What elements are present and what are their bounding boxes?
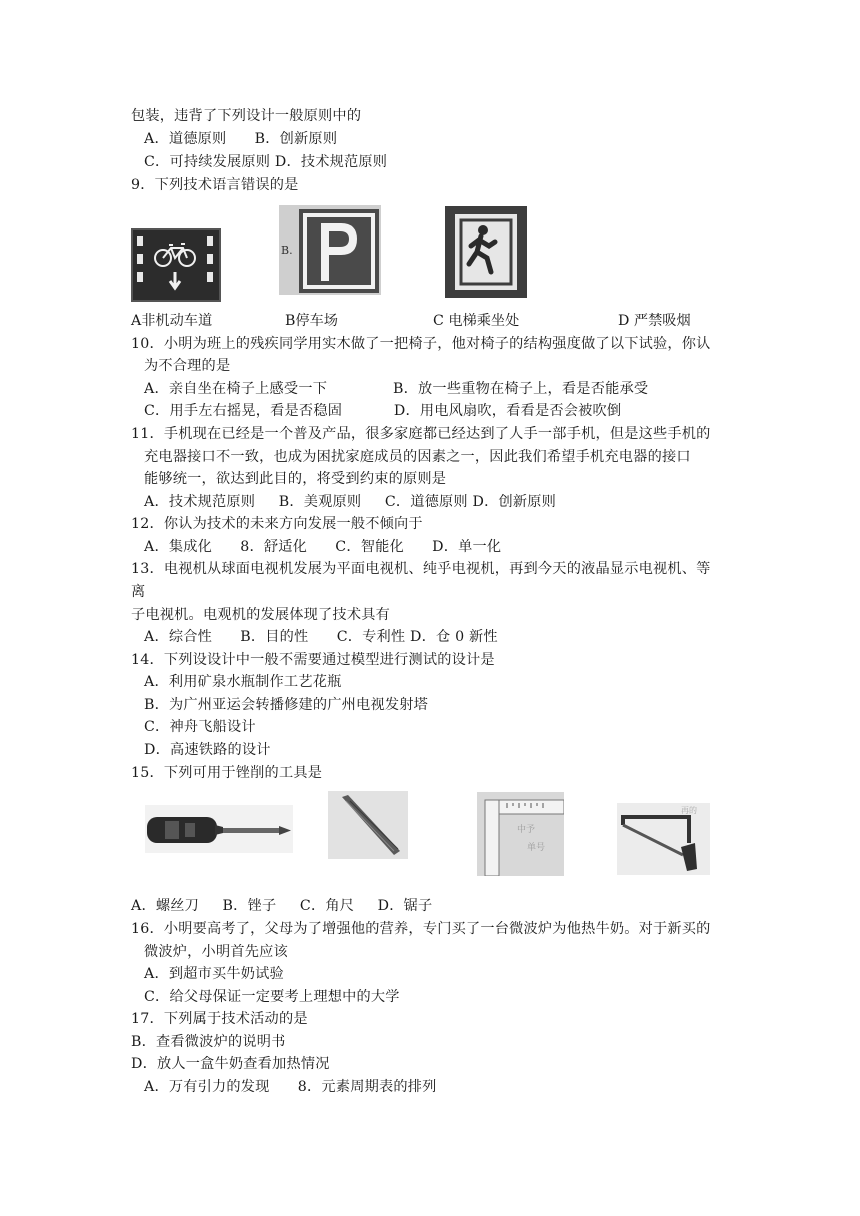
option-line: D．高速铁路的设计	[144, 742, 271, 758]
option-line: A．道德原则 B．创新原则	[144, 131, 338, 147]
option-line: C．用手左右摇晃，看是否稳固 D．用电风扇吹，看看是否会被吹倒	[144, 403, 622, 419]
option-line: A．螺丝刀 B．锉子 C．角尺 D．锯子	[131, 898, 433, 914]
option-line: A．综合性 B．目的性 C．专利性 D．仓 0 新性	[144, 629, 498, 645]
text-line: 离	[131, 584, 146, 600]
parking-sign	[279, 205, 381, 295]
option-line: C．神舟飞船设计	[144, 719, 256, 735]
svg-text:单号: 单号	[527, 843, 546, 853]
text-line: 包装，违背了下列设计一般原则中的	[131, 108, 362, 124]
text-line: 能够统一，欲达到此目的，将受到约束的原则是	[144, 471, 447, 487]
text-line: 微波炉，小明首先应该	[144, 944, 288, 960]
option-line: A．到超市买牛奶试验	[144, 966, 284, 982]
exit-sign	[445, 206, 527, 298]
svg-text:中予: 中予	[517, 825, 536, 835]
question-10: 10．小明为班上的残疾同学用实木做了一把椅子，他对椅子的结构强度做了以下试验，你认	[131, 336, 711, 352]
question-12: 12．你认为技术的未来方向发展一般不倾向于	[131, 516, 423, 532]
option-line: C．给父母保证一定要考上理想中的大学	[144, 989, 400, 1005]
option-line: A．利用矿泉水瓶制作工艺花瓶	[144, 674, 342, 690]
text-line: 充电器接口不一致，也成为困扰家庭成员的因素之一，因此我们希望手机充电器的接口	[144, 449, 691, 465]
sign-d-caption: D 严禁吸烟	[618, 313, 691, 329]
screwdriver-icon	[145, 805, 293, 853]
option-line: A．集成化 8．舒适化 C．智能化 D．单一化	[144, 539, 502, 555]
question-17: 17．下列属于技术活动的是	[131, 1011, 308, 1027]
sign-a-caption: A非机动车道	[131, 313, 213, 329]
option-line: C．可持续发展原则 D．技术规范原则	[144, 154, 388, 170]
question-13: 13．电视机从球面电视机发展为平面电视机、纯乎电视机，再到今天的液晶显示电视机、等	[131, 561, 711, 577]
option-line: D．放人一盒牛奶查看加热情况	[131, 1056, 330, 1072]
text-line: 为不合理的是	[144, 358, 231, 374]
file-tool-icon	[328, 791, 408, 859]
option-line: A．亲自坐在椅子上感受一下 B．放一些重物在椅子上，看是否能承受	[144, 381, 649, 397]
option-line: A．技术规范原则 B．美观原则 C．道德原则 D．创新原则	[144, 494, 557, 510]
sign-b-label: B.	[281, 244, 293, 257]
option-line: A．万有引力的发现 8．元素周期表的排列	[144, 1079, 437, 1095]
option-line: B．为广州亚运会转播修建的广州电视发射塔	[144, 697, 428, 713]
sign-b-caption: B停车场	[285, 313, 338, 329]
sign-c-caption: C 电梯乘坐处	[433, 313, 520, 329]
question-16: 16．小明要高考了，父母为了增强他的营养，专门买了一台微波炉为他热牛奶。对于新买的	[131, 921, 711, 937]
question-9: 9．下列技术语言错误的是	[131, 177, 299, 193]
text-line: 子电视机。电观机的发展体现了技术具有	[131, 607, 390, 623]
option-line: B．查看微波炉的说明书	[131, 1034, 286, 1050]
question-14: 14．下列设设计中一般不需要通过模型进行测试的设计是	[131, 652, 495, 668]
hacksaw-icon	[617, 803, 710, 875]
svg-text:再的: 再的	[681, 806, 697, 815]
question-11: 11．手机现在已经是一个普及产品，很多家庭都已经达到了人手一部手机，但是这些手机的	[131, 426, 711, 442]
square-ruler-icon	[477, 792, 564, 876]
question-15: 15．下列可用于锉削的工具是	[131, 765, 323, 781]
bike-lane-sign	[131, 228, 221, 302]
